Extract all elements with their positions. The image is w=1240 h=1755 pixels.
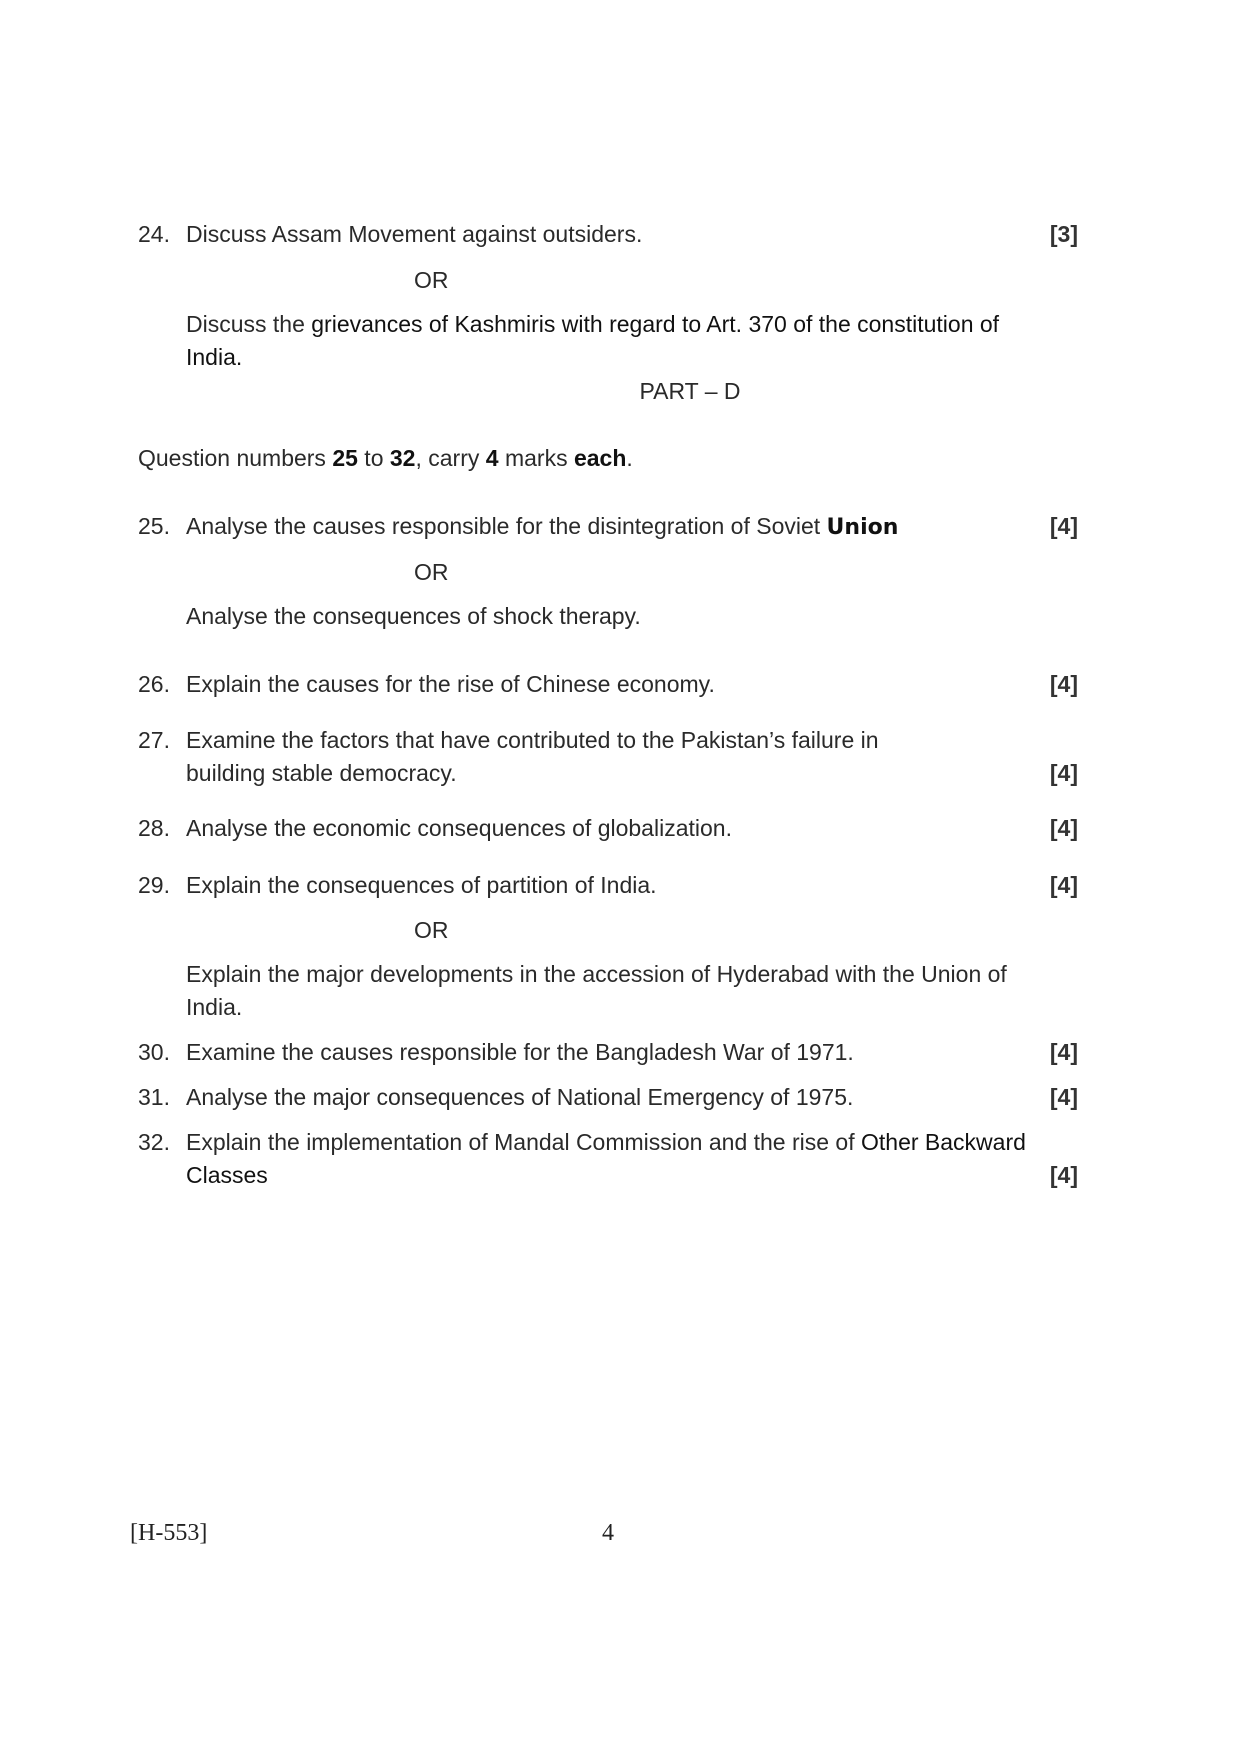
question-24 bbox=[138, 218, 1078, 251]
alternative-question-25: Analyse the consequences of shock therapy. bbox=[186, 603, 641, 629]
instr-text: Question numbers bbox=[138, 445, 333, 471]
alt-text-rest: grievances of Kashmiris with regard to Art. 370 of the constitution of India. bbox=[186, 311, 1000, 370]
question-32 bbox=[138, 1126, 1078, 1192]
question-text: Analyse the major consequences of National Emergency of 1975. bbox=[186, 1084, 854, 1110]
alt-text-prefix: Discuss the bbox=[186, 311, 312, 337]
question-27 bbox=[138, 724, 1078, 790]
marks: [4] bbox=[1049, 1162, 1078, 1188]
or-label: OR bbox=[414, 917, 449, 943]
paper-code: [H-553] bbox=[130, 1520, 208, 1546]
marks: [4] bbox=[1049, 513, 1078, 539]
question-29 bbox=[138, 869, 1078, 902]
instr-marks: 4 bbox=[485, 445, 499, 471]
instr-each: each bbox=[573, 445, 627, 471]
question-31 bbox=[138, 1081, 1078, 1114]
instr-text: marks bbox=[498, 445, 574, 471]
alternative-question-24 bbox=[186, 308, 1046, 374]
marks: [4] bbox=[1049, 872, 1078, 898]
question-text bbox=[186, 1126, 1046, 1192]
or-label: OR bbox=[414, 559, 449, 585]
question-text: Discuss Assam Movement against outsiders. bbox=[186, 221, 643, 247]
question-number: 26. bbox=[138, 671, 170, 697]
marks: [4] bbox=[1049, 815, 1078, 841]
instr-text: . bbox=[626, 445, 633, 471]
marks: [3] bbox=[1049, 221, 1078, 247]
instr-text: , carry bbox=[415, 445, 486, 471]
question-30 bbox=[138, 1036, 1078, 1069]
question-number: 31. bbox=[138, 1084, 170, 1110]
question-text bbox=[186, 510, 1016, 544]
question-text: Explain the causes for the rise of Chinese economy. bbox=[186, 671, 715, 697]
question-26 bbox=[138, 668, 1078, 701]
question-text-bold: Union bbox=[826, 515, 899, 540]
question-number: 24. bbox=[138, 221, 170, 247]
question-28 bbox=[138, 812, 1078, 845]
alternative-question-29: Explain the major developments in the accession of Hyderabad with the Union of India. bbox=[186, 961, 1007, 1020]
question-number: 27. bbox=[138, 727, 170, 753]
marks: [4] bbox=[1049, 760, 1078, 786]
marks: [4] bbox=[1049, 671, 1078, 697]
part-heading: PART – D bbox=[639, 378, 741, 404]
page-number: 4 bbox=[602, 1520, 614, 1546]
question-text: Analyse the economic consequences of globalization. bbox=[186, 815, 732, 841]
instr-to: 32 bbox=[389, 445, 416, 471]
marks: [4] bbox=[1049, 1084, 1078, 1110]
question-text: Explain the consequences of partition of India. bbox=[186, 872, 657, 898]
or-label: OR bbox=[414, 267, 449, 293]
question-number: 32. bbox=[138, 1129, 170, 1155]
marks: [4] bbox=[1049, 1039, 1078, 1065]
question-text-main: Explain the implementation of Mandal Commission and the rise of bbox=[186, 1129, 862, 1155]
question-number: 28. bbox=[138, 815, 170, 841]
question-25 bbox=[138, 510, 1078, 544]
question-number: 25. bbox=[138, 513, 170, 539]
question-number: 29. bbox=[138, 872, 170, 898]
question-text: Examine the factors that have contributed to the Pakistan’s failure in building stable democracy. bbox=[186, 727, 879, 786]
part-instructions bbox=[138, 442, 633, 475]
instr-from: 25 bbox=[332, 445, 358, 471]
instr-text: to bbox=[357, 445, 390, 471]
question-text-heavy: Other Backward Classes bbox=[186, 1129, 1026, 1188]
question-text: Examine the causes responsible for the Bangladesh War of 1971. bbox=[186, 1039, 854, 1065]
question-text-main: Analyse the causes responsible for the disintegration of Soviet bbox=[186, 513, 827, 539]
question-number: 30. bbox=[138, 1039, 170, 1065]
